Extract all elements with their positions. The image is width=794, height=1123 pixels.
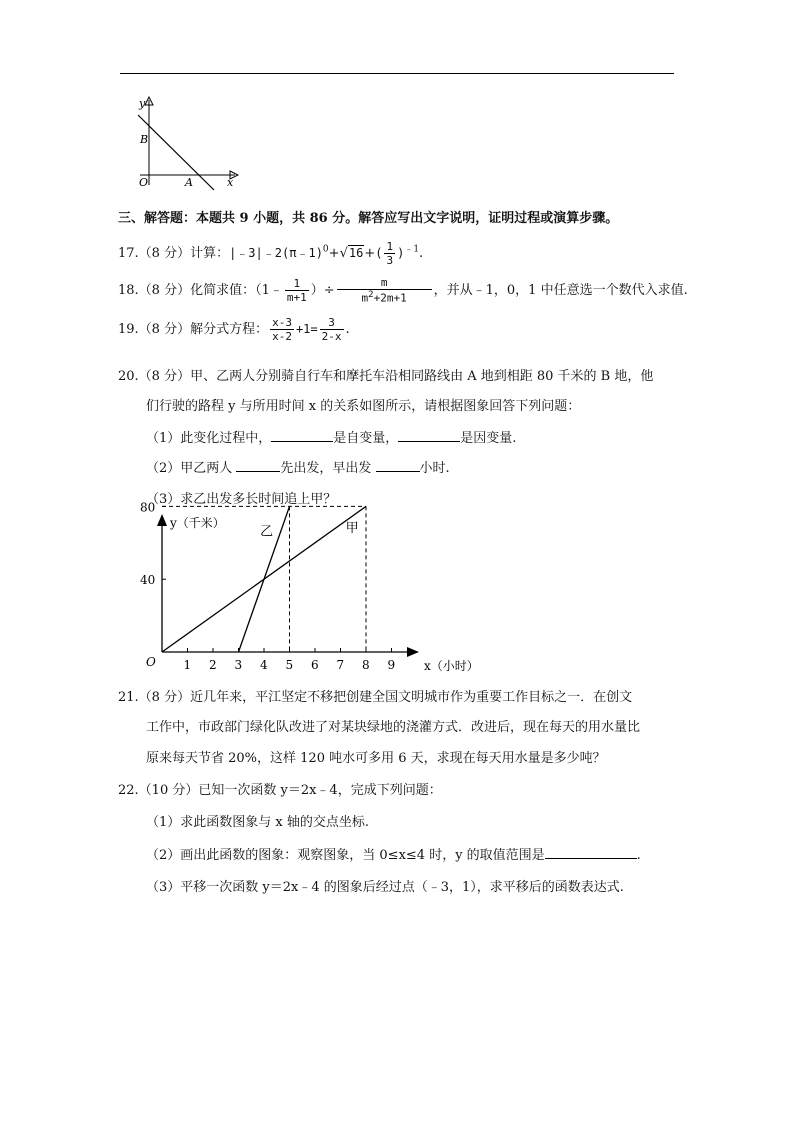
label-o: O [139,176,149,189]
y-axis-label: y（千米） [170,516,225,530]
origin-label: O [146,655,156,669]
label-a: A [185,176,193,189]
x-tick-label: 4 [260,658,268,672]
label-y: y [139,97,146,110]
question-22-part-2: （2）画出此函数的图象：观察图象，当 0≤x≤4 时，y 的取值范围是 . [146,848,641,863]
x-tick-label: 6 [311,658,319,672]
question-20-part-2: （2）甲乙两人 先出发，早出发 小时. [146,461,450,476]
series-label-yi: 乙 [260,524,274,540]
question-22-line-1: 22.（10 分）已知一次函数 y＝2x﹣4，完成下列问题： [118,783,442,798]
y-tick-label: 80 [140,500,156,515]
x-axis-label: x（小时） [424,659,479,673]
question-22-part-3: （3）平移一次函数 y＝2x﹣4 的图象后经过点（﹣3，1），求平移后的函数表达式. [146,880,624,895]
question-20-part-1: （1）此变化过程中， 是自变量， 是因变量. [146,431,517,446]
x-tick-label: 5 [285,658,294,672]
series-label-jia: 甲 [345,520,359,536]
y-tick-label: 40 [140,573,156,588]
x-tick-label: 3 [234,658,243,672]
question-21-line-3: 原来每天节省 20%，这样 120 吨水可多用 6 天，求现在每天用水量是多少吨？ [146,751,606,766]
question-20-line-2: 们行驶的路程 y 与所用时间 x 的关系如图所示，请根据图象回答下列问题： [146,399,581,414]
question-21-line-1: 21.（8 分）近几年来，平江坚定不移把创建全国文明城市作为重要工作目标之一．在创文 [118,690,633,705]
label-b: B [140,133,149,146]
question-18: 18.（8 分）化简求值：（1﹣ $\frac{1}{m+1}$ ）÷ $\frac{m}{m^2+2m+1}$ ，并从﹣1，0，1 中任意选一个数代入求值. [118,276,688,305]
x-axis-arrow [407,647,419,657]
question-17: 17.（8 分）计算：|﹣3|﹣2(π﹣1)$^0$+√16+( $\frac{1}{3}$ )$^{﹣1}$. [118,240,424,267]
x-tick-label: 2 [209,658,217,672]
x-tick-label: 9 [387,658,396,672]
label-x: x [227,176,234,189]
x-tick-label: 7 [336,658,345,672]
question-19: 19.（8 分）解分式方程： $\frac{x-3}{x-2}$ +1= $\frac{3}{2-x}$ . [118,316,350,343]
figure-line-sketch [130,95,245,195]
distance-time-chart [140,500,479,677]
question-21-line-2: 工作中，市政部门绿化队改进了对某块绿地的浇灌方式．改进后，现在每天的用水量比 [146,720,641,735]
header-rule [120,73,674,74]
x-tick-label: 8 [362,658,370,672]
question-20-part-3: （3）求乙出发多长时间追上甲？ [146,492,337,507]
y-axis-arrow [157,514,167,526]
section-heading: 三、解答题：本题共 9 小题，共 86 分。解答应写出文字说明，证明过程或演算步骤。 [118,211,619,226]
x-tick-label: 1 [183,658,192,672]
question-20-line-1: 20.（8 分）甲、乙两人分别骑自行车和摩托车沿相同路线由 A 地到相距 80 千米的 B 地，他 [118,369,654,384]
question-22-part-1: （1）求此函数图象与 x 轴的交点坐标. [146,815,369,830]
